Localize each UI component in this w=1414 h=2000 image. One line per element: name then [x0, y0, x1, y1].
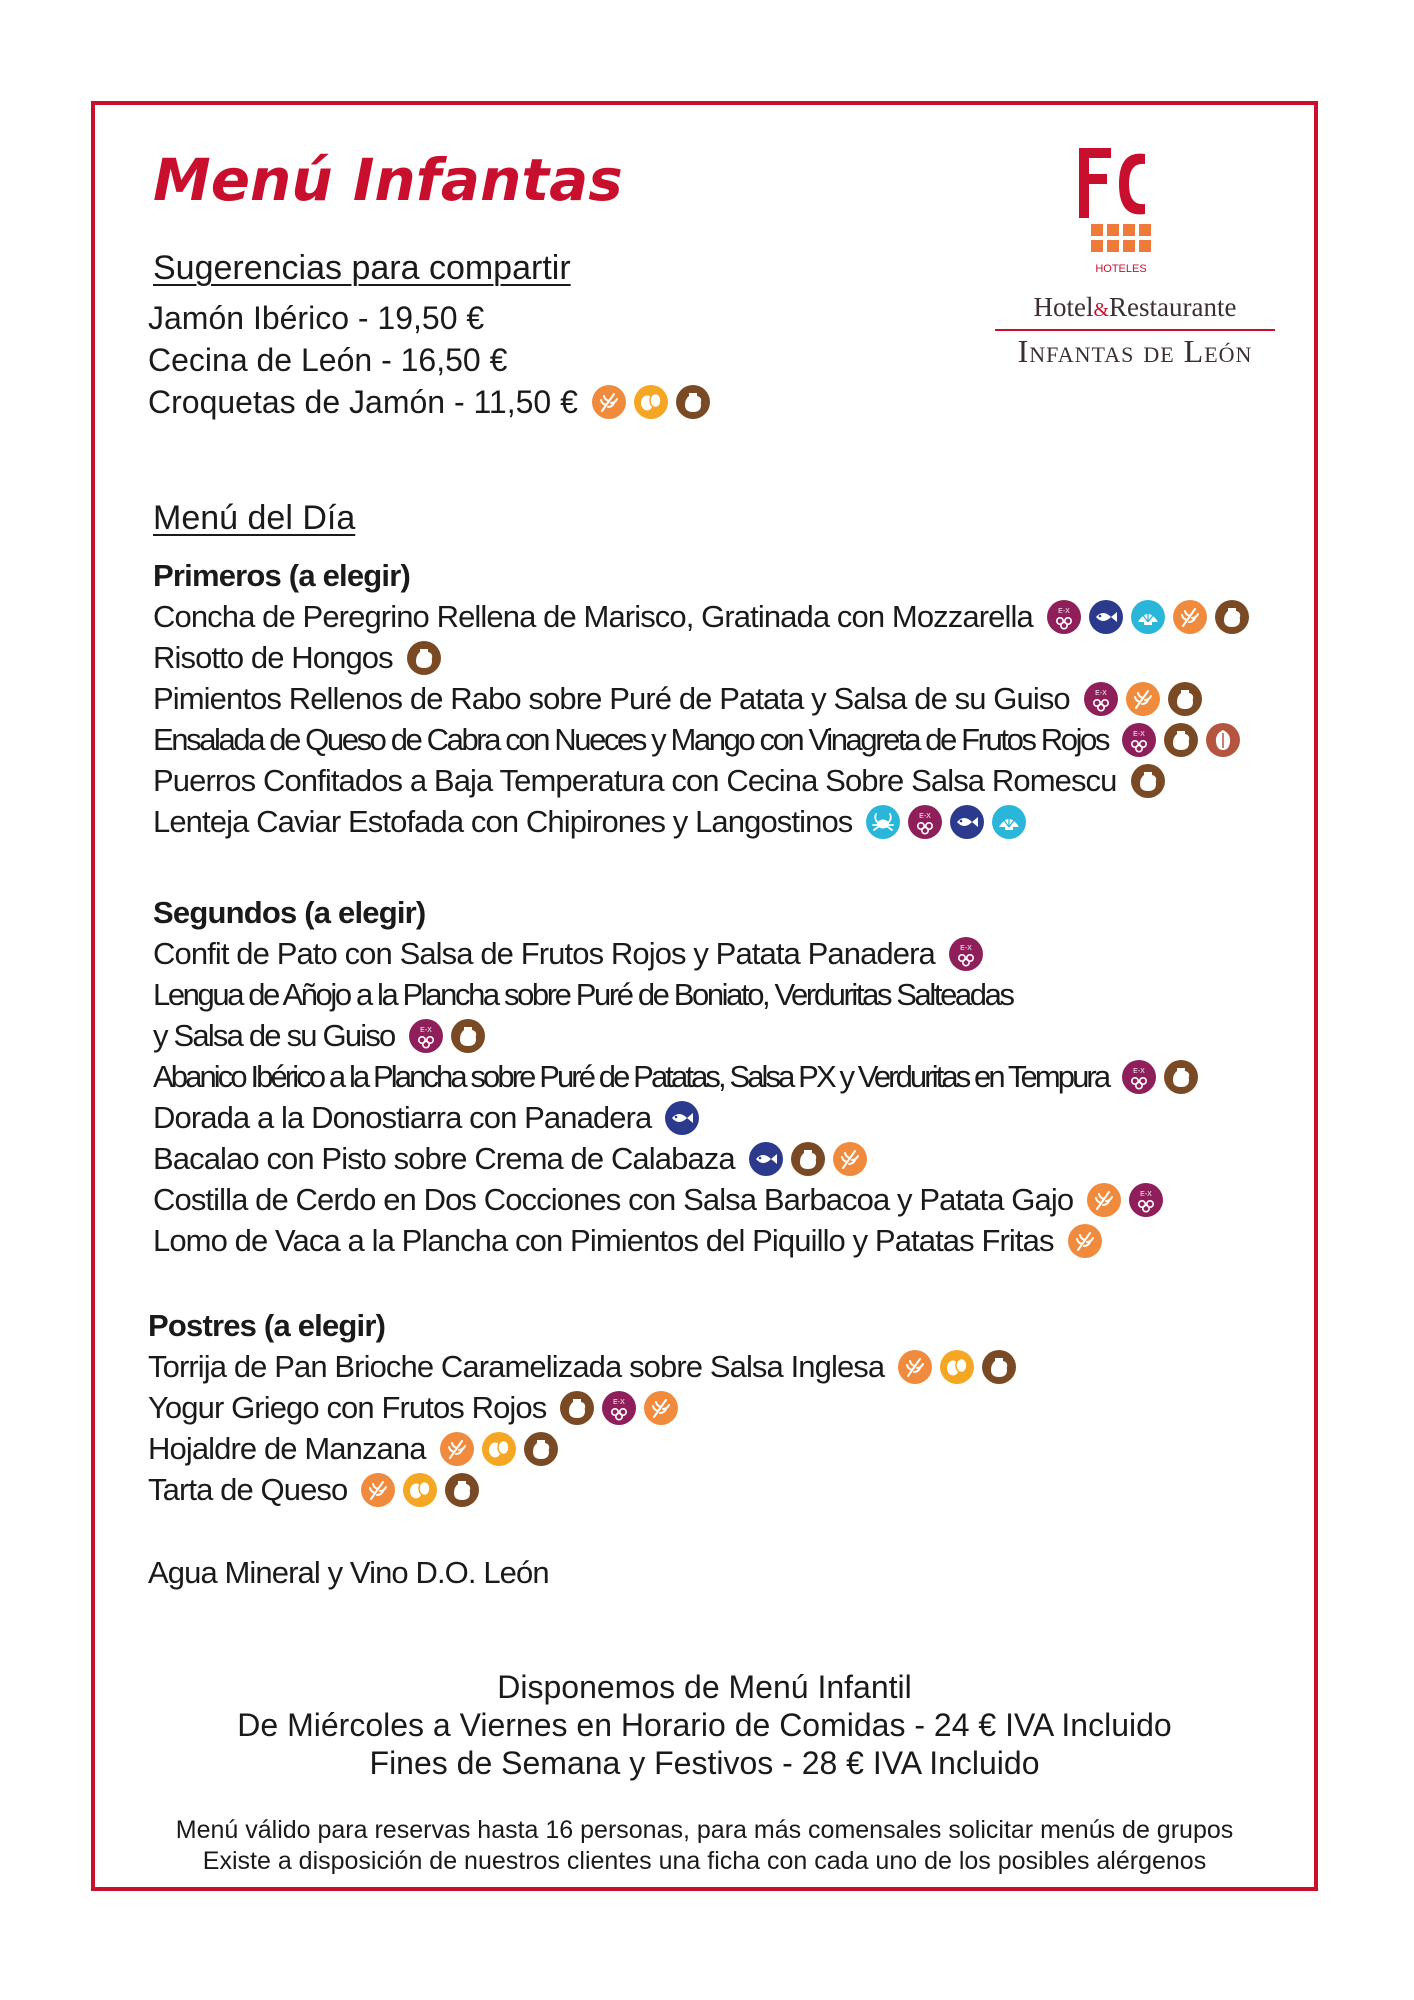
allergen-icons	[361, 1473, 479, 1507]
menu-item-name: Lomo de Vaca a la Plancha con Pimientos del Piquillo y Patatas Fritas	[153, 1223, 1054, 1258]
fc-logo-icon	[1075, 140, 1165, 280]
allergen-icons	[1122, 1060, 1198, 1094]
gluten-icon	[898, 1350, 932, 1384]
svg-text:E-X: E-X	[1057, 607, 1070, 615]
menu-item-name: Puerros Confitados a Baja Temperatura con Cecina Sobre Salsa Romescu	[153, 763, 1117, 798]
menu-item-name: Pimientos Rellenos de Rabo sobre Puré de Patata y Salsa de su Guiso	[153, 681, 1070, 716]
milk-icon	[791, 1142, 825, 1176]
menu-item	[148, 1387, 1016, 1428]
gluten-icon	[1087, 1183, 1121, 1217]
kids-menu-line: De Miércoles a Viernes en Horario de Comidas - 24 € IVA Incluido	[237, 1707, 1172, 1743]
fish-icon	[950, 805, 984, 839]
crustacean-icon	[866, 805, 900, 839]
footer-line: Existe a disposición de nuestros clientes una ficha con cada uno de los posibles alérgenos	[202, 1847, 1207, 1875]
hotel-logo	[985, 140, 1285, 380]
segundos-section	[153, 892, 1198, 1261]
kids-menu-line: Fines de Semana y Festivos - 28 € IVA Incluido	[369, 1745, 1040, 1781]
allergen-icons	[1122, 723, 1240, 757]
sulphites-icon	[1084, 682, 1118, 716]
drinks-included: Agua Mineral y Vino D.O. León	[148, 1555, 549, 1590]
gluten-icon	[1126, 682, 1160, 716]
menu-item-name: Jamón Ibérico - 19,50 €	[148, 300, 485, 336]
menu-item	[148, 297, 710, 339]
menu-item	[153, 1097, 1198, 1138]
menu-item-name: Costilla de Cerdo en Dos Cocciones con Salsa Barbacoa y Patata Gajo	[153, 1182, 1074, 1217]
primeros-list	[153, 596, 1249, 842]
postres-title: Postres (a elegir)	[148, 1308, 386, 1343]
svg-text:E-X: E-X	[613, 1398, 626, 1406]
gluten-icon	[592, 385, 626, 419]
menu-item	[153, 596, 1249, 637]
menu-item	[153, 801, 1249, 842]
allergen-icons	[592, 385, 710, 419]
allergen-icons	[407, 641, 441, 675]
svg-text:E-X: E-X	[1094, 689, 1107, 697]
menu-item-name: Dorada a la Donostiarra con Panadera	[153, 1100, 652, 1135]
milk-icon	[445, 1473, 479, 1507]
menu-item	[153, 1138, 1198, 1179]
milk-icon	[451, 1019, 485, 1053]
menu-item-name: Lengua de Añojo a la Plancha sobre Puré de Boniato, Verduritas Salteadas	[153, 977, 1013, 1012]
svg-text:E-X: E-X	[960, 944, 972, 952]
egg-icon	[403, 1473, 437, 1507]
primeros-title: Primeros (a elegir)	[153, 558, 411, 593]
sulphites-icon	[1129, 1183, 1163, 1217]
allergen-icons	[749, 1142, 867, 1176]
menu-item	[153, 1179, 1198, 1220]
allergen-icons	[1068, 1224, 1102, 1258]
kids-menu-line: Disponemos de Menú Infantil	[497, 1669, 912, 1705]
svg-text:HOTELES: HOTELES	[1095, 263, 1147, 275]
allergen-icons	[1087, 1183, 1163, 1217]
gluten-icon	[1173, 600, 1207, 634]
menu-heading: Menú del Día	[153, 499, 356, 537]
allergen-icons	[866, 805, 1026, 839]
segundos-title: Segundos (a elegir)	[153, 895, 426, 930]
fish-icon	[1089, 600, 1123, 634]
sulphites-icon	[1047, 600, 1081, 634]
logo-hotel-name: Infantas de León	[1017, 333, 1253, 369]
menu-item-name: Tarta de Queso	[148, 1472, 348, 1507]
sulphites-icon	[949, 937, 983, 971]
milk-icon	[982, 1350, 1016, 1384]
allergen-icons	[409, 1019, 485, 1053]
milk-icon	[1215, 600, 1249, 634]
gluten-icon	[361, 1473, 395, 1507]
menu-item-name: Abanico Ibérico a la Plancha sobre Puré de Patatas, Salsa PX y Verduritas en Tempura	[153, 1059, 1109, 1094]
menu-item-name: y Salsa de su Guiso	[153, 1018, 395, 1053]
menu-item-name: Ensalada de Queso de Cabra con Nueces y Mango con Vinagreta de Frutos Rojos	[153, 722, 1109, 757]
menu-item	[153, 760, 1249, 801]
milk-icon	[676, 385, 710, 419]
svg-text:E-X: E-X	[919, 812, 932, 820]
milk-icon	[1164, 723, 1198, 757]
allergen-icons	[665, 1101, 699, 1135]
allergen-icons	[440, 1432, 558, 1466]
kids-menu-info	[91, 1668, 1318, 1782]
menu-item-name: Torrija de Pan Brioche Caramelizada sobre Salsa Inglesa	[148, 1349, 885, 1384]
menu-item	[148, 1428, 1016, 1469]
menu-item-name: Lenteja Caviar Estofada con Chipirones y Langostinos	[153, 804, 853, 839]
fish-icon	[749, 1142, 783, 1176]
allergen-icons	[1131, 764, 1165, 798]
sulphites-icon	[409, 1019, 443, 1053]
milk-icon	[1168, 682, 1202, 716]
menu-item	[153, 1015, 1198, 1056]
sulphites-icon	[908, 805, 942, 839]
egg-icon	[940, 1350, 974, 1384]
mollusc-icon	[1131, 600, 1165, 634]
allergen-icons	[1084, 682, 1202, 716]
milk-icon	[407, 641, 441, 675]
gluten-icon	[1068, 1224, 1102, 1258]
footer-line: Menú válido para reservas hasta 16 personas, para más comensales solicitar menús de grupos	[175, 1816, 1234, 1844]
menu-item	[148, 381, 710, 423]
sulphites-icon	[602, 1391, 636, 1425]
sulphites-icon	[1122, 723, 1156, 757]
sharing-heading: Sugerencias para compartir	[153, 249, 571, 287]
menu-item-name: Cecina de León - 16,50 €	[148, 342, 508, 378]
svg-text:E-X: E-X	[1133, 1067, 1146, 1075]
milk-icon	[560, 1391, 594, 1425]
svg-text:E-X: E-X	[1140, 1190, 1153, 1198]
page-title: Menú Infantas	[153, 146, 623, 214]
svg-text:E-X: E-X	[419, 1026, 432, 1034]
allergen-icons	[949, 937, 983, 971]
mollusc-icon	[992, 805, 1026, 839]
gluten-icon	[644, 1391, 678, 1425]
menu-item-name: Croquetas de Jamón - 11,50 €	[148, 384, 578, 420]
menu-item	[153, 933, 1198, 974]
sharing-list	[148, 297, 710, 423]
menu-item	[153, 719, 1249, 760]
fish-icon	[665, 1101, 699, 1135]
gluten-icon	[440, 1432, 474, 1466]
svg-text:E-X: E-X	[1133, 730, 1145, 738]
menu-item	[148, 339, 710, 381]
egg-icon	[482, 1432, 516, 1466]
menu-item-name: Concha de Peregrino Rellena de Marisco, Gratinada con Mozzarella	[153, 599, 1033, 634]
menu-item-name: Risotto de Hongos	[153, 640, 393, 675]
logo-brand-line: Hotel&Restaurante	[1033, 292, 1237, 322]
menu-item-name: Confit de Pato con Salsa de Frutos Rojos y Patata Panadera	[153, 936, 935, 971]
menu-item	[153, 1220, 1198, 1261]
logo-divider	[995, 329, 1275, 331]
egg-icon	[634, 385, 668, 419]
gluten-icon	[833, 1142, 867, 1176]
milk-icon	[1164, 1060, 1198, 1094]
menu-item	[153, 678, 1249, 719]
menu-item	[148, 1469, 1016, 1510]
primeros-section	[153, 555, 1249, 842]
allergen-icons	[898, 1350, 1016, 1384]
segundos-list	[153, 933, 1198, 1261]
allergen-icons	[1047, 600, 1249, 634]
menu-item	[153, 1056, 1198, 1097]
milk-icon	[1131, 764, 1165, 798]
sulphites-icon	[1122, 1060, 1156, 1094]
menu-item	[153, 974, 1198, 1015]
menu-item	[148, 1346, 1016, 1387]
allergen-icons	[560, 1391, 678, 1425]
menu-item-name: Hojaldre de Manzana	[148, 1431, 426, 1466]
menu-item-name: Bacalao con Pisto sobre Crema de Calabaza	[153, 1141, 735, 1176]
nuts-icon	[1206, 723, 1240, 757]
postres-list	[148, 1346, 1016, 1510]
menu-item-name: Yogur Griego con Frutos Rojos	[148, 1390, 547, 1425]
milk-icon	[524, 1432, 558, 1466]
postres-section	[148, 1305, 1016, 1510]
menu-item	[153, 637, 1249, 678]
footer-notes	[91, 1815, 1318, 1877]
